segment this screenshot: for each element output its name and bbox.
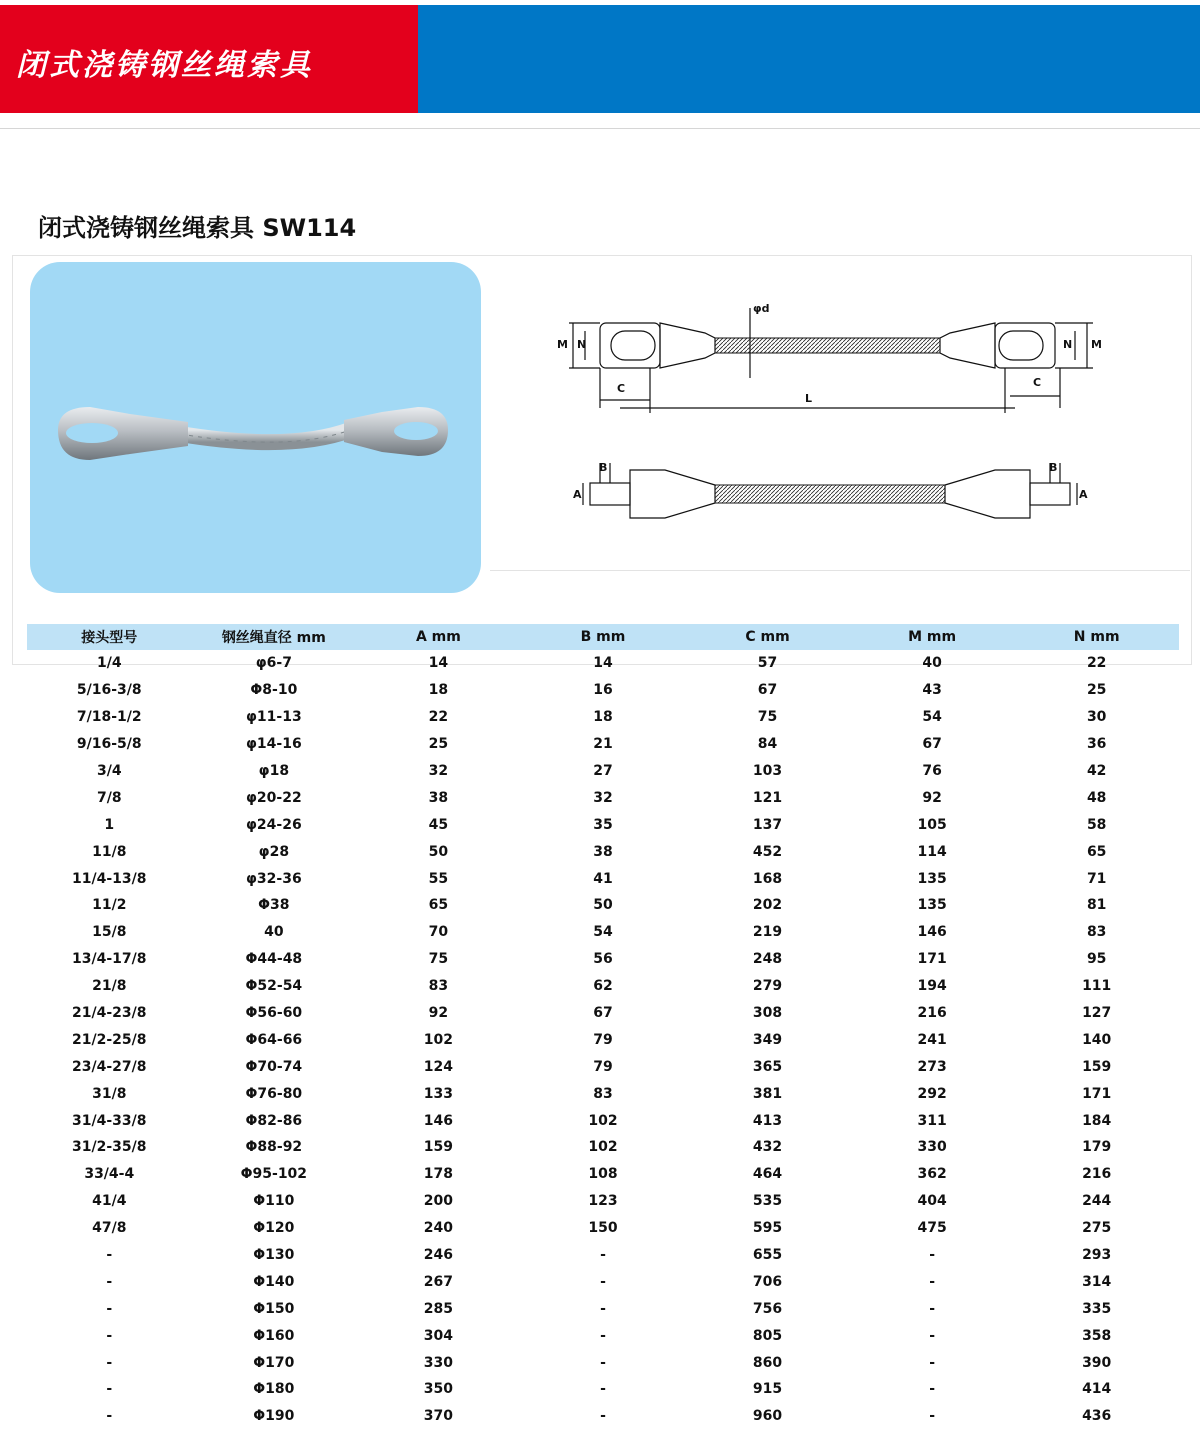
cell-col-a: 330 bbox=[423, 1354, 454, 1371]
cell-col-m: 171 bbox=[917, 951, 947, 968]
cell-col-a: 50 bbox=[428, 843, 449, 860]
header-col-b: B mm bbox=[521, 624, 686, 650]
cell-col-m: - bbox=[929, 1300, 935, 1317]
cell-col-m: 146 bbox=[917, 924, 947, 941]
cell-col-c: 202 bbox=[752, 897, 783, 914]
table-row bbox=[27, 677, 1179, 704]
cell-col-rope-diameter: Φ110 bbox=[253, 1193, 295, 1210]
cell-col-b: 67 bbox=[593, 1005, 613, 1022]
banner-title: 闭式浇铸钢丝绳索具 bbox=[16, 48, 313, 83]
cell-col-joint-model: 15/8 bbox=[92, 924, 127, 941]
label-a-left: A bbox=[573, 488, 582, 501]
cell-col-c: 706 bbox=[752, 1273, 783, 1290]
cell-col-n: 81 bbox=[1086, 897, 1107, 914]
cell-col-a: 350 bbox=[423, 1381, 454, 1398]
cell-col-m: - bbox=[929, 1273, 935, 1290]
header-divider bbox=[0, 128, 1200, 129]
cell-col-n: 140 bbox=[1082, 1031, 1112, 1048]
cell-col-rope-diameter: Φ8-10 bbox=[250, 682, 298, 699]
cell-col-a: 65 bbox=[428, 897, 449, 914]
header-col-c: C mm bbox=[685, 624, 850, 650]
cell-col-c: 67 bbox=[757, 682, 778, 699]
cell-col-joint-model: 21/2-25/8 bbox=[72, 1031, 147, 1048]
label-b-left: B bbox=[599, 461, 608, 474]
right-socket bbox=[344, 407, 448, 456]
cell-col-b: 83 bbox=[593, 1085, 613, 1102]
cell-col-rope-diameter: φ24-26 bbox=[245, 816, 302, 833]
cell-col-n: 71 bbox=[1086, 870, 1107, 887]
cell-col-b: 102 bbox=[588, 1112, 618, 1129]
cell-col-b: 21 bbox=[593, 736, 613, 753]
cell-col-b: - bbox=[600, 1327, 606, 1344]
cell-col-b: 79 bbox=[593, 1031, 613, 1048]
cell-col-a: 124 bbox=[423, 1058, 454, 1075]
cell-col-joint-model: - bbox=[106, 1354, 113, 1371]
label-n-right: N bbox=[1063, 338, 1073, 351]
cell-col-joint-model: 5/16-3/8 bbox=[76, 682, 142, 699]
table-row bbox=[27, 1026, 1179, 1053]
cell-col-a: 285 bbox=[423, 1300, 454, 1317]
cell-col-m: - bbox=[929, 1381, 935, 1398]
cell-col-n: 127 bbox=[1082, 1005, 1112, 1022]
cell-col-rope-diameter: Φ180 bbox=[253, 1381, 295, 1398]
cell-col-rope-diameter: Φ64-66 bbox=[245, 1031, 303, 1048]
cell-col-a: 304 bbox=[423, 1327, 454, 1344]
cell-col-n: 36 bbox=[1086, 736, 1107, 753]
cell-col-c: 381 bbox=[752, 1085, 783, 1102]
table-row bbox=[27, 650, 1179, 677]
table-row bbox=[27, 1188, 1179, 1215]
dimension-diagram bbox=[555, 298, 1102, 538]
cell-col-n: 65 bbox=[1086, 843, 1107, 860]
table-row bbox=[27, 731, 1179, 758]
cell-col-c: 432 bbox=[752, 1139, 783, 1156]
cell-col-n: 390 bbox=[1082, 1354, 1112, 1371]
cell-col-c: 595 bbox=[752, 1220, 783, 1237]
cell-col-joint-model: 11/4-13/8 bbox=[72, 870, 147, 887]
table-row bbox=[27, 1268, 1179, 1295]
cell-col-n: 184 bbox=[1082, 1112, 1112, 1129]
cell-col-b: 41 bbox=[593, 870, 613, 887]
table-row bbox=[27, 973, 1179, 1000]
cell-col-n: 111 bbox=[1082, 978, 1112, 995]
label-b-right: B bbox=[1049, 461, 1058, 474]
cell-col-c: 535 bbox=[752, 1193, 783, 1210]
cell-col-joint-model: - bbox=[106, 1300, 113, 1317]
cell-col-rope-diameter: Φ56-60 bbox=[245, 1005, 303, 1022]
label-m-right: M bbox=[1091, 338, 1102, 351]
cell-col-b: 27 bbox=[593, 763, 613, 779]
cell-col-b: 32 bbox=[593, 789, 613, 806]
cell-col-c: 137 bbox=[752, 816, 783, 833]
cell-col-n: 179 bbox=[1082, 1139, 1112, 1156]
cell-col-b: 79 bbox=[593, 1058, 613, 1075]
cell-col-joint-model: 41/4 bbox=[92, 1193, 127, 1210]
cell-col-c: 84 bbox=[757, 736, 778, 753]
cell-col-c: 103 bbox=[752, 763, 783, 779]
cell-col-c: 452 bbox=[752, 843, 783, 860]
label-n-left: N bbox=[577, 338, 587, 351]
cell-col-a: 246 bbox=[423, 1247, 454, 1264]
cell-col-n: 58 bbox=[1086, 816, 1107, 833]
cell-col-m: 105 bbox=[917, 816, 947, 833]
table-row bbox=[27, 704, 1179, 731]
cell-col-a: 83 bbox=[428, 978, 449, 995]
cell-col-a: 146 bbox=[423, 1112, 454, 1129]
cell-col-m: 194 bbox=[917, 978, 947, 995]
cell-col-joint-model: 31/4-33/8 bbox=[72, 1112, 147, 1129]
cell-col-m: 330 bbox=[917, 1139, 947, 1156]
table-row bbox=[27, 1376, 1179, 1403]
cell-col-a: 102 bbox=[423, 1031, 454, 1048]
cell-col-a: 22 bbox=[428, 709, 449, 726]
header-col-joint-model: 接头型号 bbox=[27, 624, 192, 650]
cell-col-b: - bbox=[600, 1273, 606, 1290]
cell-col-joint-model: 7/8 bbox=[96, 789, 122, 806]
spec-table-header bbox=[27, 624, 1179, 650]
table-row bbox=[27, 1349, 1179, 1376]
cell-col-joint-model: 31/8 bbox=[92, 1085, 127, 1102]
table-row bbox=[27, 758, 1179, 785]
cell-col-m: 273 bbox=[917, 1058, 947, 1075]
cell-col-m: 92 bbox=[922, 789, 942, 806]
table-row bbox=[27, 892, 1179, 919]
cell-col-m: 67 bbox=[922, 736, 942, 753]
cell-col-a: 240 bbox=[423, 1220, 454, 1237]
table-row bbox=[27, 1403, 1179, 1430]
cell-col-m: 216 bbox=[917, 1005, 947, 1022]
table-row bbox=[27, 838, 1179, 865]
cell-col-n: 414 bbox=[1082, 1381, 1112, 1398]
cell-col-rope-diameter: Φ160 bbox=[253, 1327, 295, 1344]
cell-col-joint-model: - bbox=[106, 1273, 113, 1290]
cell-col-m: - bbox=[929, 1327, 935, 1344]
cell-col-b: - bbox=[600, 1408, 606, 1425]
label-phi-d: φd bbox=[753, 302, 770, 315]
cell-col-c: 75 bbox=[757, 709, 778, 726]
cell-col-m: - bbox=[929, 1247, 935, 1264]
table-row bbox=[27, 784, 1179, 811]
header-col-rope-diameter: 钢丝绳直径 mm bbox=[192, 624, 357, 650]
cell-col-n: 48 bbox=[1086, 789, 1107, 806]
cell-col-rope-diameter: Φ190 bbox=[253, 1408, 295, 1425]
cell-col-joint-model: 11/8 bbox=[92, 843, 127, 860]
cell-col-joint-model: 21/4-23/8 bbox=[72, 1005, 147, 1022]
cell-col-rope-diameter: Φ82-86 bbox=[245, 1112, 303, 1129]
cell-col-rope-diameter: Φ120 bbox=[253, 1220, 295, 1237]
cell-col-m: 54 bbox=[922, 709, 942, 726]
cell-col-a: 14 bbox=[428, 655, 449, 672]
cell-col-c: 960 bbox=[752, 1408, 783, 1425]
table-row bbox=[27, 946, 1179, 973]
cell-col-joint-model: 1 bbox=[104, 816, 115, 833]
cell-col-m: 475 bbox=[917, 1220, 947, 1237]
cell-col-m: 114 bbox=[917, 843, 947, 860]
table-row bbox=[27, 1161, 1179, 1188]
cell-col-m: 404 bbox=[917, 1193, 947, 1210]
cell-col-joint-model: 11/2 bbox=[92, 897, 127, 914]
cell-col-rope-diameter: φ18 bbox=[258, 763, 290, 779]
cell-col-c: 121 bbox=[752, 789, 783, 806]
cell-col-a: 75 bbox=[428, 951, 449, 968]
cell-col-joint-model: 13/4-17/8 bbox=[72, 951, 147, 968]
cell-col-a: 45 bbox=[428, 816, 449, 833]
cell-col-n: 244 bbox=[1082, 1193, 1112, 1210]
cell-col-joint-model: - bbox=[106, 1381, 113, 1398]
cell-col-a: 25 bbox=[428, 736, 449, 753]
cell-col-rope-diameter: Φ70-74 bbox=[245, 1058, 303, 1075]
table-row bbox=[27, 811, 1179, 838]
cell-col-a: 200 bbox=[423, 1193, 454, 1210]
cell-col-a: 18 bbox=[428, 682, 449, 699]
cell-col-m: 40 bbox=[922, 655, 942, 672]
cell-col-b: 102 bbox=[588, 1139, 618, 1156]
cell-col-n: 83 bbox=[1086, 924, 1107, 941]
cell-col-a: 92 bbox=[428, 1005, 449, 1022]
label-c-right: C bbox=[1033, 376, 1042, 389]
cell-col-rope-diameter: φ20-22 bbox=[245, 789, 302, 806]
cell-col-rope-diameter: φ11-13 bbox=[245, 709, 302, 726]
cell-col-n: 30 bbox=[1086, 709, 1107, 726]
cell-col-rope-diameter: Φ44-48 bbox=[245, 951, 303, 968]
cell-col-a: 178 bbox=[423, 1166, 454, 1183]
cell-col-n: 42 bbox=[1086, 763, 1107, 779]
cell-col-c: 279 bbox=[752, 978, 783, 995]
cell-col-n: 275 bbox=[1082, 1220, 1112, 1237]
table-row bbox=[27, 1107, 1179, 1134]
cell-col-a: 159 bbox=[423, 1139, 454, 1156]
label-l: L bbox=[805, 392, 813, 405]
cell-col-c: 805 bbox=[752, 1327, 783, 1344]
cell-col-rope-diameter: Φ130 bbox=[253, 1247, 295, 1264]
cell-col-b: 50 bbox=[593, 897, 613, 914]
cell-col-b: 54 bbox=[593, 924, 613, 941]
product-title: 闭式浇铸钢丝绳索具 SW114 bbox=[38, 214, 357, 242]
cell-col-c: 915 bbox=[752, 1381, 783, 1398]
cell-col-n: 358 bbox=[1082, 1327, 1112, 1344]
cell-col-b: 150 bbox=[588, 1220, 618, 1237]
cell-col-rope-diameter: Φ88-92 bbox=[245, 1139, 303, 1156]
table-row bbox=[27, 1295, 1179, 1322]
cell-col-joint-model: 3/4 bbox=[96, 763, 122, 779]
table-row bbox=[27, 1053, 1179, 1080]
cell-col-rope-diameter: Φ95-102 bbox=[240, 1166, 308, 1183]
cell-col-c: 756 bbox=[752, 1300, 783, 1317]
cell-col-joint-model: 21/8 bbox=[92, 978, 127, 995]
cell-col-n: 293 bbox=[1082, 1247, 1112, 1264]
cell-col-joint-model: 9/16-5/8 bbox=[76, 736, 142, 753]
table-row bbox=[27, 1080, 1179, 1107]
cell-col-a: 32 bbox=[428, 763, 449, 779]
cell-col-b: 62 bbox=[593, 978, 613, 995]
cell-col-c: 168 bbox=[752, 870, 783, 887]
product-photo bbox=[30, 262, 481, 593]
cell-col-a: 370 bbox=[423, 1408, 454, 1425]
table-row bbox=[27, 1134, 1179, 1161]
cell-col-m: - bbox=[929, 1408, 935, 1425]
cell-col-m: 43 bbox=[922, 682, 942, 699]
cell-col-b: 16 bbox=[593, 682, 613, 699]
cell-col-joint-model: - bbox=[106, 1247, 113, 1264]
cell-col-m: 135 bbox=[917, 897, 947, 914]
cell-col-c: 655 bbox=[752, 1247, 783, 1264]
cell-col-c: 219 bbox=[752, 924, 783, 941]
cell-col-b: 108 bbox=[588, 1166, 618, 1183]
cell-col-n: 22 bbox=[1086, 655, 1107, 672]
cell-col-m: 311 bbox=[917, 1112, 947, 1129]
table-row bbox=[27, 865, 1179, 892]
table-row bbox=[27, 1000, 1179, 1027]
cell-col-rope-diameter: Φ150 bbox=[253, 1300, 295, 1317]
cell-col-b: 56 bbox=[593, 951, 613, 968]
cell-col-rope-diameter: φ14-16 bbox=[245, 736, 302, 753]
cell-col-b: - bbox=[600, 1354, 606, 1371]
cell-col-n: 314 bbox=[1082, 1273, 1112, 1290]
table-row bbox=[27, 919, 1179, 946]
header-col-n: N mm bbox=[1014, 624, 1179, 650]
cell-col-rope-diameter: φ32-36 bbox=[245, 870, 302, 887]
cell-col-n: 95 bbox=[1086, 951, 1107, 968]
cell-col-n: 436 bbox=[1082, 1408, 1112, 1425]
cell-col-c: 349 bbox=[752, 1031, 783, 1048]
cell-col-b: 18 bbox=[593, 709, 613, 726]
cell-col-rope-diameter: Φ76-80 bbox=[245, 1085, 303, 1102]
cell-col-joint-model: 7/18-1/2 bbox=[76, 709, 142, 726]
cell-col-m: 135 bbox=[917, 870, 947, 887]
cell-col-rope-diameter: Φ38 bbox=[258, 897, 290, 914]
cell-col-a: 267 bbox=[423, 1273, 454, 1290]
cell-col-b: 35 bbox=[593, 816, 613, 833]
cell-col-joint-model: 1/4 bbox=[96, 655, 122, 672]
header-col-m: M mm bbox=[850, 624, 1015, 650]
cell-col-rope-diameter: φ28 bbox=[258, 843, 290, 860]
cell-col-joint-model: 31/2-35/8 bbox=[72, 1139, 147, 1156]
cell-col-b: - bbox=[600, 1300, 606, 1317]
cell-col-rope-diameter: Φ140 bbox=[253, 1273, 295, 1290]
cell-col-c: 57 bbox=[757, 655, 778, 672]
cell-col-n: 171 bbox=[1082, 1085, 1112, 1102]
cell-col-b: 123 bbox=[588, 1193, 618, 1210]
label-m-left: M bbox=[557, 338, 568, 351]
cell-col-c: 464 bbox=[752, 1166, 783, 1183]
cell-col-c: 308 bbox=[752, 1005, 783, 1022]
table-row bbox=[27, 1242, 1179, 1269]
cell-col-joint-model: - bbox=[106, 1408, 113, 1425]
cell-col-rope-diameter: Φ170 bbox=[253, 1354, 295, 1371]
cell-col-n: 335 bbox=[1082, 1300, 1112, 1317]
cell-col-c: 248 bbox=[752, 951, 783, 968]
cell-col-m: - bbox=[929, 1354, 935, 1371]
cell-col-rope-diameter: 40 bbox=[264, 924, 284, 941]
cell-col-a: 38 bbox=[428, 789, 449, 806]
cell-col-b: - bbox=[600, 1381, 606, 1398]
cell-col-m: 241 bbox=[917, 1031, 947, 1048]
spec-table bbox=[27, 624, 1179, 1430]
cell-col-a: 70 bbox=[428, 924, 449, 941]
header-col-a: A mm bbox=[356, 624, 521, 650]
cell-col-a: 55 bbox=[428, 870, 449, 887]
cell-col-n: 159 bbox=[1082, 1058, 1112, 1075]
cell-col-joint-model: 33/4-4 bbox=[84, 1166, 135, 1183]
cell-col-c: 860 bbox=[752, 1354, 783, 1371]
cell-col-b: 14 bbox=[593, 655, 613, 672]
cell-col-b: - bbox=[600, 1247, 606, 1264]
cell-col-b: 38 bbox=[593, 843, 613, 860]
panel-divider bbox=[490, 570, 1190, 571]
left-socket bbox=[58, 407, 188, 460]
cell-col-c: 365 bbox=[752, 1058, 783, 1075]
cell-col-rope-diameter: φ6-7 bbox=[255, 655, 292, 672]
cell-col-m: 292 bbox=[917, 1085, 947, 1102]
cell-col-n: 216 bbox=[1082, 1166, 1112, 1183]
cell-col-rope-diameter: Φ52-54 bbox=[245, 978, 303, 995]
cell-col-joint-model: 47/8 bbox=[92, 1220, 127, 1237]
banner-blue-block bbox=[418, 5, 1200, 113]
cell-col-n: 25 bbox=[1086, 682, 1107, 699]
cell-col-m: 76 bbox=[922, 763, 942, 779]
label-c-left: C bbox=[617, 382, 626, 395]
table-row bbox=[27, 1215, 1179, 1242]
cell-col-joint-model: - bbox=[106, 1327, 113, 1344]
cell-col-m: 362 bbox=[917, 1166, 947, 1183]
cell-col-c: 413 bbox=[752, 1112, 783, 1129]
table-row bbox=[27, 1322, 1179, 1349]
cell-col-a: 133 bbox=[423, 1085, 454, 1102]
cell-col-joint-model: 23/4-27/8 bbox=[72, 1058, 147, 1075]
label-a-right: A bbox=[1079, 488, 1088, 501]
